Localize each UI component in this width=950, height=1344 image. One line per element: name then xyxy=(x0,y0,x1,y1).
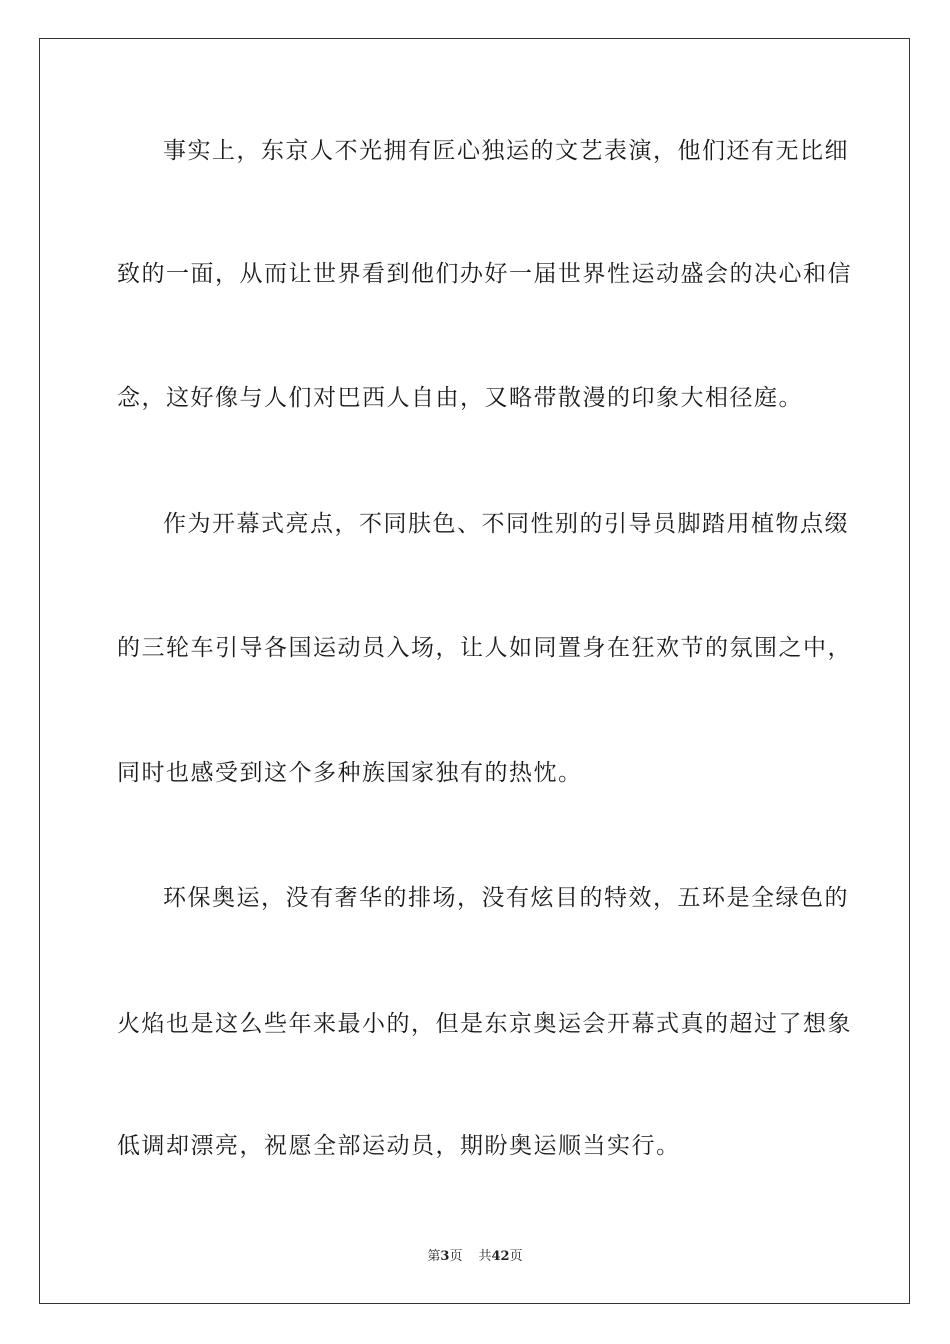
paragraph-line: 作为开幕式亮点，不同肤色、不同性别的引导员脚踏用植物点缀 xyxy=(163,511,849,537)
paragraph-line: 低调却漂亮，祝愿全部运动员，期盼奥运顺当实行。 xyxy=(117,1133,681,1159)
page-suffix: 页 xyxy=(449,1249,463,1264)
page-prefix: 第 xyxy=(427,1249,441,1264)
page-footer xyxy=(0,1248,950,1266)
paragraph-line: 致的一面，从而让世界看到他们办好一届世界性运动盛会的决心和信 xyxy=(117,261,852,287)
paragraph-line: 的三轮车引导各国运动员入场，让人如同置身在狂欢节的氛围之中， xyxy=(117,635,852,661)
paragraph-line: 环保奥运，没有奢华的排场，没有炫目的特效，五环是全绿色的 xyxy=(163,885,849,911)
total-pages: 42 xyxy=(491,1249,510,1264)
total-prefix: 共 xyxy=(478,1249,492,1264)
page-number: 3 xyxy=(440,1249,450,1264)
total-suffix: 页 xyxy=(509,1249,523,1264)
paragraph-line: 火焰也是这么些年来最小的，但是东京奥运会开幕式真的超过了想象 xyxy=(117,1011,852,1037)
page-border xyxy=(39,38,910,1304)
paragraph-line: 事实上，东京人不光拥有匠心独运的文艺表演，他们还有无比细 xyxy=(163,138,849,164)
paragraph-line: 念，这好像与人们对巴西人自由，又略带散漫的印象大相径庭。 xyxy=(117,385,803,411)
paragraph-line: 同时也感受到这个多种族国家独有的热忱。 xyxy=(117,760,583,786)
